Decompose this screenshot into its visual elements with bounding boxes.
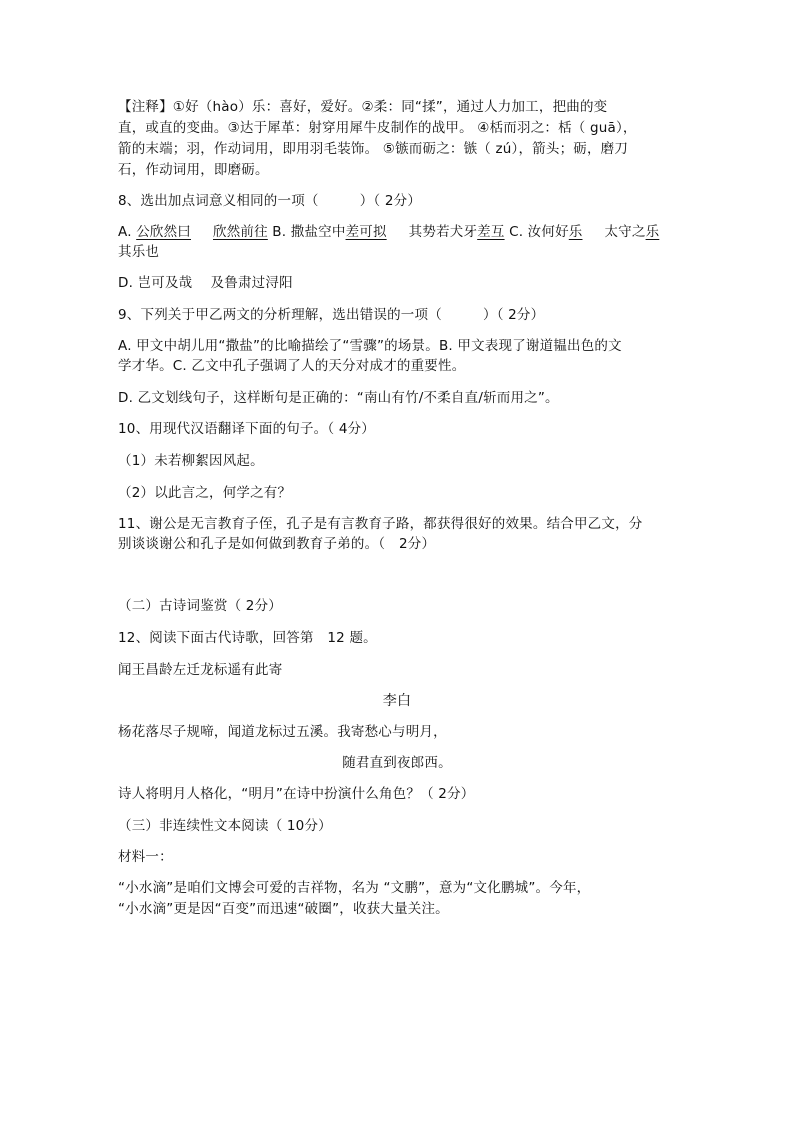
poem-line-2: 随君直到夜郎西。 [342,755,452,771]
material-1-label: 材料一： [118,849,173,865]
section-3-title: （三）非连续性文本阅读（ 10分） [118,818,332,834]
option-a-word-1: 公欣然曰 [136,224,191,240]
notes-line-2: 直，或直的变曲。③达于犀革：射穿用犀牛皮制作的战甲。 ④栝而羽之：栝（ guā）， [118,120,637,136]
question-11-line-1: 11、谢公是无言教育子侄，孔子是有言教育子路，都获得很好的效果。结合甲乙文，分 [118,516,643,532]
notes-line-3: 箭的末端；羽，作动词用，即用羽毛装饰。 ⑤镞而砺之：镞（ zú），箭头；砺，磨刀 [118,141,629,157]
material-1-paragraph-line-1: “小水滴”是咱们文博会可爱的吉祥物，名为 “文鹏”，意为“文化鹏城”。今年， [118,880,591,896]
question-9-options-line-1: A. 甲文中胡儿用“撒盐”的比喻描绘了“雪骤”的场景。B. 甲文表现了谢道韫出色的文 [118,338,622,354]
poem-line-1: 杨花落尽子规啼，闻道龙标过五溪。我寄愁心与明月， [118,724,447,740]
option-c-word-2: 乐 [645,224,660,240]
question-10-sentence-1: （1）未若柳絮因风起。 [118,453,264,469]
question-10-sentence-2: （2）以此言之，何学之有？ [118,485,292,501]
question-10-stem: 10、用现代汉语翻译下面的句子。（ 4分） [118,421,376,437]
option-b-middle: 其势若犬牙 [408,224,478,240]
option-a-word-2: 欣然前往 [213,224,268,240]
question-9-options-line-2: 学才华。C. 乙文中孔子强调了人的天分对成才的重要性。 [118,358,466,374]
option-a-label: A. [118,224,137,240]
section-2-title: （二）古诗词鉴赏（ 2分） [118,598,282,614]
notes-line-1: 【注释】①好（hào）乐：喜好，爱好。②柔：同“揉”，通过人力加工，把曲的变 [118,99,608,115]
question-8-option-d: D. 岂可及哉 及鲁肃过浔阳 [118,275,293,291]
question-11-line-2: 别谈谈谢公和孔子是如何做到教育子弟的。（ 2分） [118,536,436,552]
question-12-stem: 12、阅读下面古代诗歌，回答第 12 题。 [118,630,377,646]
question-8-option-c-continued: 其乐也 [118,244,160,260]
material-1-paragraph-line-2: “小水滴”更是因“百变”而迅速“破圈”，收获大量关注。 [118,901,449,917]
poem-author: 李白 [382,693,412,709]
poem-question: 诗人将明月人格化，“明月”在诗中扮演什么角色？（ 2分） [118,786,475,802]
notes-line-4: 石，作动词用，即磨砺。 [118,162,269,178]
option-c-word-1: 乐 [568,224,583,240]
option-c-label: C. 汝何好 [504,224,569,240]
option-b-word-1: 差可拟 [345,224,387,240]
question-8-stem: 8、选出加点词意义相同的一项（ ）（ 2分） [118,193,422,209]
poem-title: 闻王昌龄左迁龙标遥有此寄 [118,662,283,678]
option-c-middle: 太守之 [604,224,646,240]
question-8-options-abc [118,222,659,242]
option-b-label: B. 撒盐空中 [267,224,346,240]
option-b-word-2: 差互 [477,224,505,240]
question-9-stem: 9、下列关于甲乙两文的分析理解，选出错误的一项（ ）（ 2分） [118,307,545,323]
question-9-option-d: D. 乙文划线句子，这样断句是正确的：“南山有竹/不柔自直/斩而用之”。 [118,390,559,406]
